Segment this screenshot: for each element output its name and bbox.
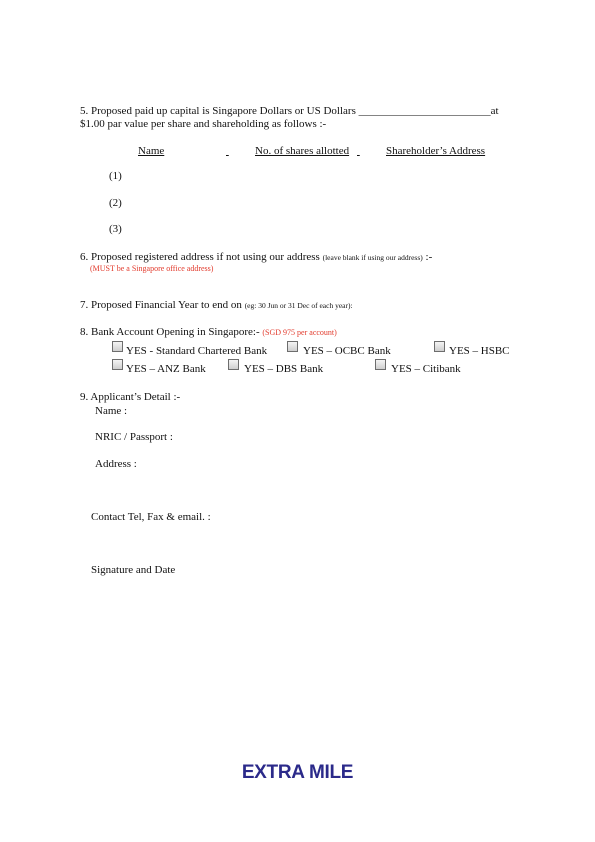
option-ocbc: YES – OCBC Bank xyxy=(303,345,391,357)
option-dbs: YES – DBS Bank xyxy=(244,363,324,375)
q5-line2: $1.00 par value per share and shareholding as follows :- xyxy=(80,118,327,130)
shareholder-row-3: (3) xyxy=(109,223,122,235)
col-header-shares: No. of shares allotted xyxy=(255,145,350,157)
shareholder-row-1: (1) xyxy=(109,170,122,182)
q7-line xyxy=(80,299,353,311)
extra-mile-logo: EXTRA MILE xyxy=(241,762,354,783)
option-anz: YES – ANZ Bank xyxy=(126,363,206,375)
q8-line xyxy=(80,326,337,338)
option-citibank: YES – Citibank xyxy=(391,363,461,375)
checkbox-dbs[interactable] xyxy=(228,359,239,370)
col-header-name: Name xyxy=(138,145,165,157)
checkbox-anz[interactable] xyxy=(112,359,123,370)
option-standard-chartered: YES - Standard Chartered Bank xyxy=(126,345,268,357)
q7-note: (eg: 30 Jun or 31 Dec of each year): xyxy=(244,301,353,310)
checkbox-hsbc[interactable] xyxy=(434,341,445,352)
q6-warning: (MUST be a Singapore office address) xyxy=(90,264,214,273)
q5-line1 xyxy=(80,105,499,117)
q6-line xyxy=(80,251,432,263)
q5-at: at xyxy=(490,105,499,117)
q6-note: (leave blank if using our address) xyxy=(322,253,423,262)
applicant-contact-label: Contact Tel, Fax & email. : xyxy=(91,511,211,523)
col-header-gap xyxy=(226,145,252,157)
col-header-address: Shareholder’s Address xyxy=(386,145,486,157)
checkbox-standard-chartered[interactable] xyxy=(112,341,123,352)
q9-title: 9. Applicant’s Detail :- xyxy=(80,391,181,403)
applicant-nric-label: NRIC / Passport : xyxy=(95,431,173,443)
option-hsbc: YES – HSBC xyxy=(449,345,510,357)
signature-date-label: Signature and Date xyxy=(91,564,176,576)
applicant-address-label: Address : xyxy=(95,458,137,470)
checkbox-ocbc[interactable] xyxy=(287,341,298,352)
q8-text: 8. Bank Account Opening in Singapore:- xyxy=(80,326,260,338)
q8-fee: (SGD 975 per account) xyxy=(262,328,337,337)
applicant-name-label: Name : xyxy=(95,405,128,417)
shareholder-row-2: (2) xyxy=(109,197,122,209)
checkbox-citibank[interactable] xyxy=(375,359,386,370)
q5-capital-blank[interactable]: ________________________ xyxy=(358,105,491,117)
col-header-gap2 xyxy=(357,145,385,157)
q7-text: 7. Proposed Financial Year to end on xyxy=(80,299,242,311)
q6-text: 6. Proposed registered address if not using our address xyxy=(80,251,320,263)
q6-suffix: :- xyxy=(425,251,433,263)
q5-text: 5. Proposed paid up capital is Singapore Dollars or US Dollars xyxy=(80,105,356,117)
